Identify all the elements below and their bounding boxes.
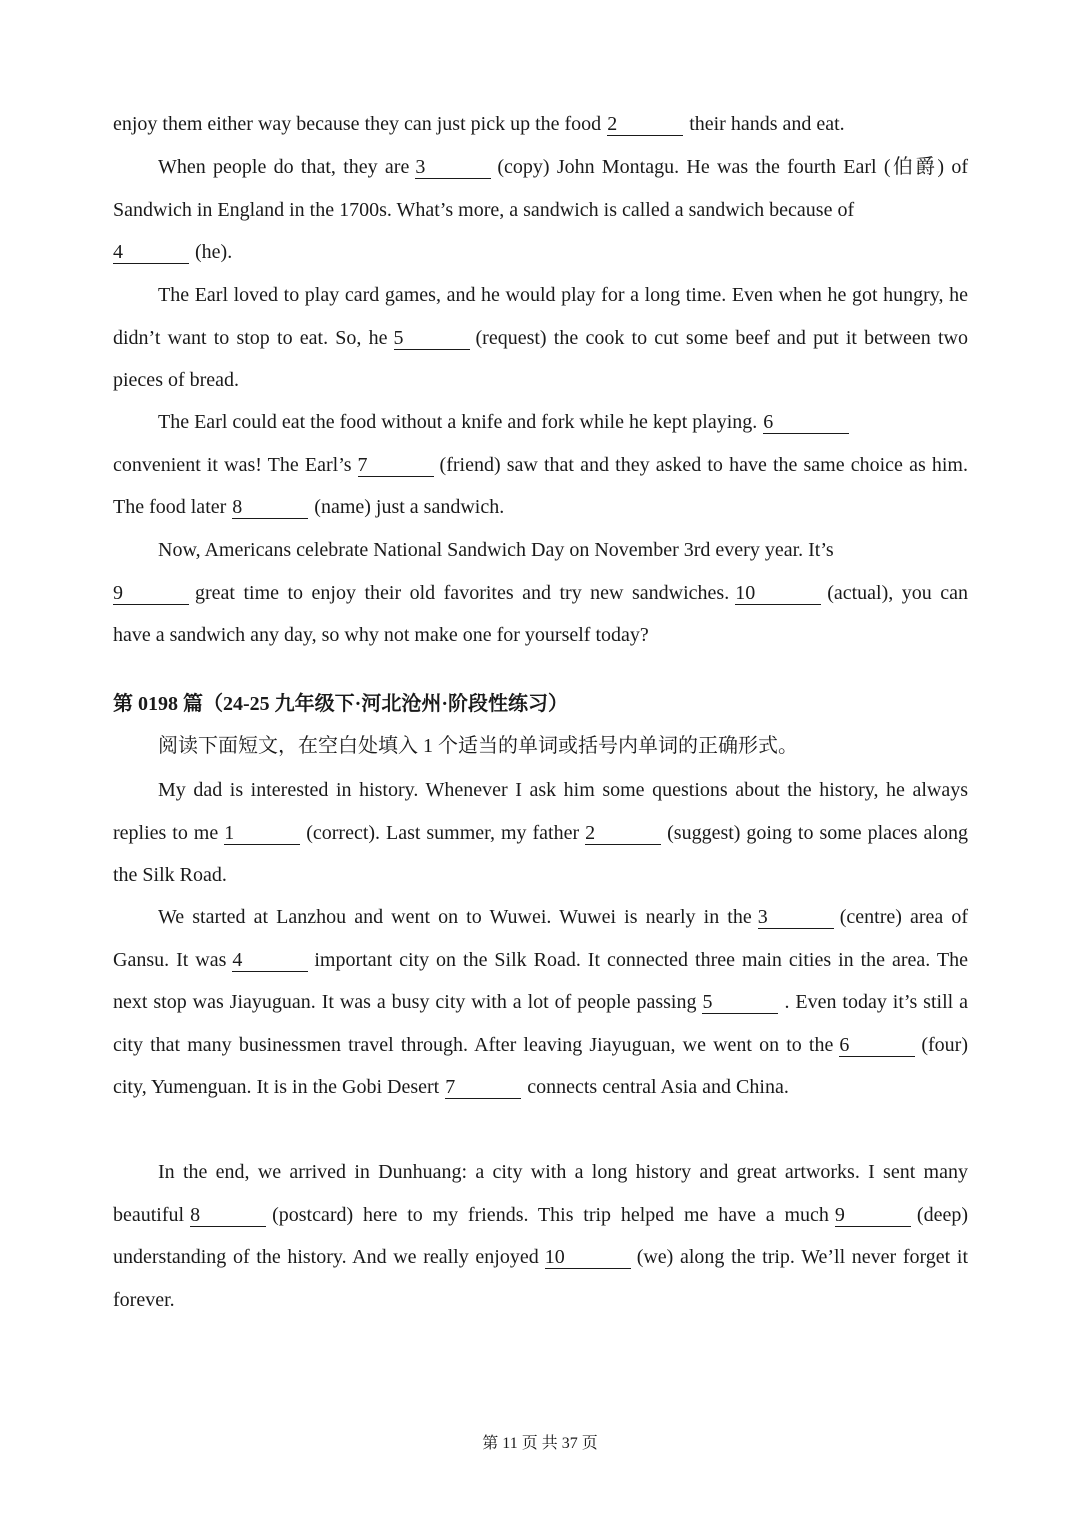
passage1-paragraph-2: When people do that, they are 3 (copy) John Montagu. He was the fourth Earl (伯爵) of Sandwich in England in the 1700s. What’s more, a sandwich is called a sandwich because of 4 (he). — [113, 156, 968, 263]
blank-8[interactable]: 8 — [232, 496, 308, 519]
page-footer: 第 11 页 共 37 页 — [482, 1435, 598, 1452]
passage1-paragraph-1: enjoy them either way because they can just pick up the food 2 their hands and eat. — [113, 113, 845, 135]
passage1-paragraph-4: The Earl could eat the food without a knife and fork while he kept playing. 6 convenient it was! The Earl’s 7 (friend) saw that and they asked to have the same choice as him. The food later 8 (name) just a sandwich. — [113, 411, 968, 518]
blank-4[interactable]: 4 — [113, 241, 189, 264]
blank-2[interactable]: 2 — [585, 822, 661, 845]
instruction-text: 阅读下面短文，在空白处填入 1 个适当的单词或括号内单词的正确形式。 — [158, 735, 798, 757]
blank-8[interactable]: 8 — [190, 1204, 266, 1227]
blank-2[interactable]: 2 — [607, 113, 683, 136]
blank-1[interactable]: 1 — [224, 822, 300, 845]
blank-5[interactable]: 5 — [394, 327, 470, 350]
blank-4[interactable]: 4 — [232, 949, 308, 972]
blank-7[interactable]: 7 — [358, 454, 434, 477]
section-heading: 第 0198 篇（24-25 九年级下·河北沧州·阶段性练习） — [113, 693, 568, 715]
passage2-paragraph-2: We started at Lanzhou and went on to Wuwei. Wuwei is nearly in the 3 (centre) area of Gansu. It was 4 important city on the Silk Road. It connected three main cities in the area. The next stop was Jiayuguan. It was a busy city with a lot of people passing 5 . Even today it’s still a city that many businessmen travel through. After leaving Jiayuguan, we went on to the 6 (four) city, Yumenguan. It is in the Gobi Desert 7 connects central Asia and China. — [113, 906, 968, 1098]
passage2-paragraph-3: In the end, we arrived in Dunhuang: a city with a long history and great artworks. I sent many beautiful 8 (postcard) here to my friends. This trip helped me have a much 9 (deep) understanding of the history. And we really enjoyed 10 (we) along the trip. We’ll never forget it forever. — [113, 1161, 969, 1311]
passage2-paragraph-1: My dad is interested in history. Whenever I ask him some questions about the history, he always replies to me 1 (correct). Last summer, my father 2 (suggest) going to some places along the Silk Road. — [113, 779, 968, 886]
blank-10[interactable]: 10 — [545, 1246, 631, 1269]
blank-7[interactable]: 7 — [445, 1076, 521, 1099]
blank-9[interactable]: 9 — [113, 582, 189, 605]
passage1-paragraph-5: Now, Americans celebrate National Sandwich Day on November 3rd every year. It’s 9 great time to enjoy their old favorites and try new sandwiches. 10 (actual), you can have a sandwich any day, so why not make one for yourself today? — [113, 539, 969, 646]
blank-3[interactable]: 3 — [415, 156, 491, 179]
blank-5[interactable]: 5 — [702, 991, 778, 1014]
blank-6[interactable]: 6 — [839, 1034, 915, 1057]
blank-10[interactable]: 10 — [735, 582, 821, 605]
blank-9[interactable]: 9 — [835, 1204, 911, 1227]
passage1-paragraph-3: The Earl loved to play card games, and he would play for a long time. Even when he got hungry, he didn’t want to stop to eat. So, he 5 (request) the cook to cut some beef and put it between two pieces of bread. — [113, 284, 968, 391]
blank-3[interactable]: 3 — [758, 906, 834, 929]
blank-6[interactable]: 6 — [763, 411, 849, 434]
